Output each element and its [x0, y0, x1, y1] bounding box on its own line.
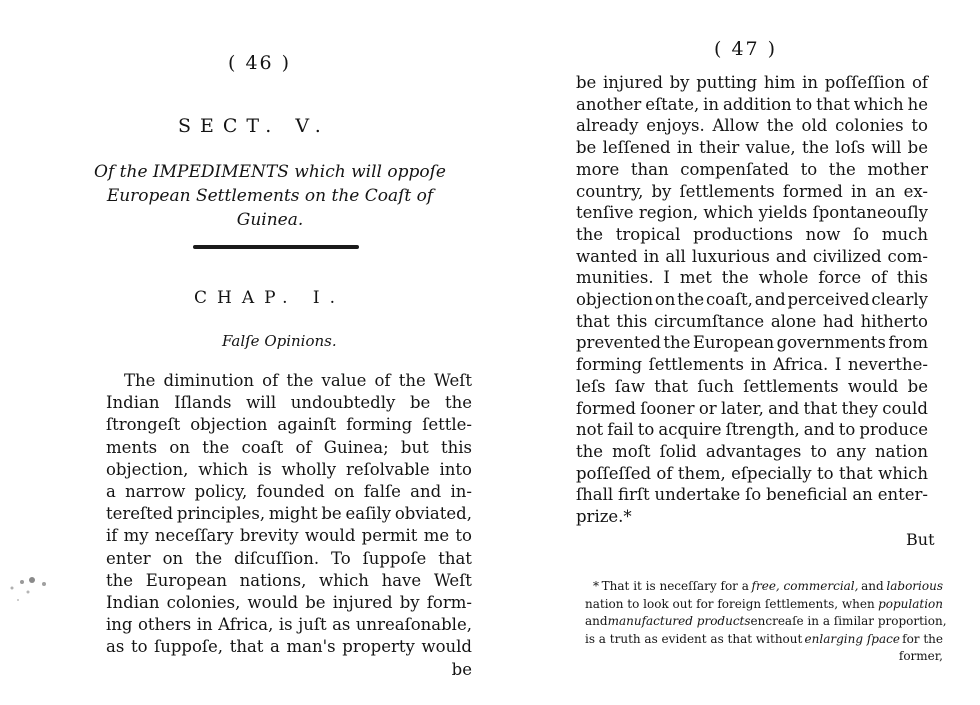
word: by [399, 593, 420, 613]
text-line [106, 414, 472, 436]
word: of [295, 437, 312, 457]
word: eſtate, [645, 94, 700, 114]
text-line [106, 548, 472, 570]
text-line [576, 484, 928, 506]
word: not [576, 420, 604, 440]
word: into [439, 459, 472, 479]
word: my [123, 526, 149, 546]
footnote-text: for the [902, 631, 943, 646]
word: fail [607, 420, 634, 440]
footnote-text: encreaſe in a ſimilar proportion, [750, 614, 947, 629]
word: will [246, 393, 277, 413]
word: to [911, 116, 928, 136]
word: to [455, 526, 472, 546]
word: which [198, 459, 249, 479]
footnote-line [585, 631, 943, 649]
word: ſo [745, 485, 762, 505]
word: injured [603, 73, 663, 92]
word: that [576, 311, 610, 331]
word: in- [450, 482, 472, 502]
text-line [576, 376, 928, 398]
word: nations, [239, 570, 307, 590]
word: poſſeſſed [576, 463, 652, 483]
word: be [907, 376, 928, 396]
word: ſolid [659, 441, 697, 461]
word: tenſive [576, 203, 634, 223]
word: the [828, 159, 856, 179]
word: me [423, 526, 450, 546]
word: Allow [712, 116, 760, 136]
word: in [703, 94, 720, 114]
footnote-italic: free, commercial, [751, 579, 859, 593]
ornamental-rule [193, 245, 359, 249]
word: the [766, 116, 794, 136]
word: the [576, 441, 604, 461]
word: moſt [612, 441, 651, 461]
text-line [576, 137, 928, 159]
word: I [834, 355, 842, 375]
word: an [852, 485, 873, 505]
word: an [874, 181, 896, 201]
footnote-line [585, 613, 947, 631]
word: enter- [877, 485, 928, 505]
word: as [332, 615, 351, 635]
text-line [576, 159, 928, 181]
word: any [836, 441, 866, 461]
word: be [305, 593, 326, 613]
word: the [444, 393, 472, 413]
word: is [278, 615, 293, 635]
word: but [400, 437, 429, 457]
word: in [676, 138, 693, 158]
word: or [698, 398, 717, 418]
word: objection [190, 415, 268, 435]
word: objection [576, 290, 654, 310]
word: and [768, 398, 800, 418]
word: neverthe- [848, 355, 928, 375]
word: eſpecially [731, 463, 812, 483]
word: European [145, 570, 227, 590]
word: of [911, 73, 928, 92]
word: enjoys. [646, 116, 705, 136]
word: and [754, 290, 786, 310]
text-line [106, 503, 472, 525]
word: to [810, 441, 827, 461]
word: will [871, 138, 902, 158]
footnote-line [585, 596, 943, 614]
word: againſt [277, 415, 337, 435]
word: met [679, 268, 712, 288]
word: formed [576, 398, 636, 418]
word: ſettlements [679, 181, 775, 201]
word: founded [256, 482, 325, 502]
word: ſtrongeſt [106, 415, 181, 435]
word: injured [332, 593, 393, 613]
word: old [801, 116, 828, 136]
word: advantages [705, 441, 802, 461]
word: than [630, 159, 669, 179]
word: forming [346, 415, 413, 435]
word: brevity [239, 526, 299, 546]
word: to [800, 159, 818, 179]
word: munities. [576, 268, 654, 288]
footnote-text: nation to look out for foreign ſettlements, when [585, 596, 875, 611]
word: colonies, [166, 593, 241, 613]
page-number-left: ( 46 ) [228, 52, 292, 74]
word: be [576, 73, 597, 92]
section-title [80, 160, 460, 232]
word: that [838, 463, 873, 483]
word: undertake [654, 485, 741, 505]
word: them, [677, 463, 726, 483]
text-line [576, 354, 928, 376]
word: beneficial [766, 485, 848, 505]
word: of [374, 371, 391, 390]
word: I [663, 268, 670, 288]
word: later, [720, 398, 764, 418]
text-line [576, 463, 928, 485]
section-title-line: Of the IMPEDIMENTS which will oppoſe [94, 162, 446, 182]
word: ſuch [697, 376, 734, 396]
word: nation [875, 441, 928, 461]
word: ſtrength, [725, 420, 800, 440]
word: ſaw [614, 376, 645, 396]
word: another [576, 94, 642, 114]
word: in [850, 181, 867, 201]
word: in [643, 246, 660, 266]
right-body-text [576, 72, 928, 528]
chapter-title: Falſe Opinions. [222, 332, 337, 350]
word: a [106, 482, 116, 502]
word: colonies [835, 116, 904, 136]
word: on [169, 437, 190, 457]
word: that [654, 376, 689, 396]
word: of [262, 371, 279, 390]
word: ſettlements [743, 376, 839, 396]
word: poſſeſſion [824, 73, 906, 92]
text-line [576, 181, 928, 203]
word: produce [859, 420, 928, 440]
word: circumſtance [654, 311, 765, 331]
word: by [669, 73, 690, 92]
word: region, [638, 203, 699, 223]
word: productions [693, 224, 793, 244]
word: be [409, 393, 431, 413]
footnote-text: That it is neceſſary for a [601, 579, 749, 593]
word: him [763, 73, 796, 92]
word: ſhall [576, 485, 614, 505]
word: to [637, 420, 655, 440]
word: forming [576, 355, 643, 375]
word: already [576, 116, 639, 136]
word: this [440, 437, 472, 457]
word: have [381, 570, 422, 590]
word: and [803, 420, 835, 440]
word: would [847, 376, 899, 396]
word: country, [576, 181, 644, 201]
text-line: prize.* [576, 507, 632, 527]
word: juſt [298, 615, 327, 635]
word: which [878, 463, 928, 483]
word: ſuppoſe [362, 548, 427, 568]
footnote-line [585, 648, 943, 666]
page-number-right: ( 47 ) [714, 38, 778, 60]
word: that [438, 548, 472, 568]
word: in [750, 355, 767, 375]
word: hitherto [860, 311, 928, 331]
word: they [841, 398, 878, 418]
word: could [882, 398, 928, 418]
left-body-text [106, 370, 472, 681]
word: would [247, 593, 299, 613]
text-line [106, 459, 472, 481]
word: form- [426, 593, 472, 613]
word: is [257, 459, 272, 479]
word: compenſated [680, 159, 789, 179]
word: be [321, 504, 342, 524]
word: wholly [281, 459, 337, 479]
word: tereſted [106, 504, 174, 524]
word: com- [887, 246, 928, 266]
footnote-line [585, 578, 943, 596]
word: ſettlements [648, 355, 744, 375]
word: obviated, [394, 504, 472, 524]
word: to [795, 94, 813, 114]
word: and [410, 482, 442, 502]
word: the [576, 224, 604, 244]
word: on [162, 548, 184, 568]
catchword-right: But [906, 530, 935, 549]
text-line [106, 592, 472, 614]
word: prevented [576, 333, 661, 353]
word: the [195, 548, 223, 568]
text-line [576, 246, 928, 268]
word: alone [770, 311, 817, 331]
word: formed [782, 181, 843, 201]
text-line [106, 636, 472, 658]
word: ing [106, 615, 133, 635]
word: and [775, 246, 807, 266]
word: ments [106, 437, 158, 457]
word: ſo [853, 224, 870, 244]
word: ſuppoſe, [154, 637, 224, 657]
word: ſooner [640, 398, 695, 418]
word: had [822, 311, 854, 331]
section-heading: SECT. V. [178, 115, 330, 137]
text-line [106, 392, 472, 414]
word: their [699, 138, 740, 158]
section-title-line: European Settlements on the Coaſt of Guinea. [106, 186, 434, 230]
word: force [818, 268, 862, 288]
word: European [692, 333, 775, 353]
chapter-heading: CHAP. I. [194, 288, 346, 308]
word: value, [745, 138, 796, 158]
word: yields [758, 203, 808, 223]
word: addition [722, 94, 792, 114]
word: Iſlands [174, 393, 232, 413]
text-line [106, 437, 472, 459]
word: acquire [658, 420, 722, 440]
word: mother [867, 159, 928, 179]
word: diſcuſſion. [234, 548, 320, 568]
word: Africa, [218, 615, 274, 635]
word: clearly [871, 290, 928, 310]
word: tropical [615, 224, 681, 244]
word: the [663, 333, 691, 353]
word: be [576, 138, 597, 158]
word: loſs [835, 138, 866, 158]
text-line [106, 525, 472, 547]
word: might [268, 504, 318, 524]
word: on [334, 482, 355, 502]
word: if [106, 526, 118, 546]
word: by [651, 181, 672, 201]
word: of [871, 268, 888, 288]
word: leſſened [602, 138, 671, 158]
word: would [421, 637, 472, 657]
word: that [816, 94, 850, 114]
text-line [576, 72, 928, 94]
word: Indian [106, 593, 160, 613]
word: a [270, 637, 280, 657]
word: whole [758, 268, 809, 288]
word: putting [696, 73, 758, 92]
text-line [576, 332, 928, 354]
text-line [106, 570, 472, 592]
word: this [616, 311, 648, 331]
text-line [576, 224, 928, 246]
word: property [342, 637, 415, 657]
word: ſettle- [422, 415, 472, 435]
word: wanted [576, 246, 638, 266]
text-line [106, 481, 472, 503]
word: Weſt [433, 371, 472, 390]
word: the [801, 138, 829, 158]
word: civilized [812, 246, 882, 266]
word: all [665, 246, 686, 266]
word: would [304, 526, 356, 546]
word: to [816, 463, 834, 483]
word: value [321, 371, 367, 390]
word: he [907, 94, 928, 114]
word: reſolvable [345, 459, 430, 479]
word: neceſſary [154, 526, 234, 546]
word: more [576, 159, 620, 179]
word: ſpontaneouſly [812, 203, 928, 223]
word: which [703, 203, 754, 223]
word: in [802, 73, 818, 92]
word: permit [361, 526, 418, 546]
word: Guinea; [323, 437, 389, 457]
footnote-text: and [861, 579, 884, 593]
word: principles, [176, 504, 266, 524]
text-line [106, 370, 472, 392]
word: from [888, 333, 928, 353]
word: Weſt [433, 570, 472, 590]
word: Africa. [773, 355, 829, 375]
word: To [331, 548, 351, 568]
footnote-italic: enlarging ſpace [804, 631, 900, 646]
word: to [130, 637, 148, 657]
word: enter [106, 548, 151, 568]
word: unreaſonable, [355, 615, 472, 635]
word: objection, [106, 459, 189, 479]
word: Indian [106, 393, 160, 413]
word: luxurious [691, 246, 770, 266]
word: coaſt, [705, 290, 753, 310]
word: eaſily [345, 504, 392, 524]
footnote-text: and [585, 614, 608, 629]
word: perceived [787, 290, 870, 310]
word: much [881, 224, 928, 244]
text-line [576, 311, 928, 333]
word: the [677, 290, 705, 310]
catchword-left: be [451, 659, 472, 679]
footnote-italic: manufactured products [607, 614, 751, 629]
word: of [656, 463, 673, 483]
footnote-italic: population [878, 596, 943, 611]
text-line [576, 398, 928, 420]
word: now [805, 224, 841, 244]
footnote-italic: laborious [886, 579, 943, 593]
word: governments [776, 333, 886, 353]
text-line [576, 94, 928, 116]
word: which [319, 570, 369, 590]
word: the [398, 371, 426, 390]
word: coaſt [241, 437, 284, 457]
word: undoubtedly [290, 393, 396, 413]
word: that [229, 637, 264, 657]
word: be [907, 138, 928, 158]
footnote-marker: * [593, 579, 599, 593]
text-line [576, 267, 928, 289]
word: this [896, 268, 928, 288]
word: firſt [618, 485, 650, 505]
word: to [838, 420, 856, 440]
word: that [803, 398, 838, 418]
word: ex- [903, 181, 928, 201]
word: The [124, 371, 156, 390]
text-line [576, 202, 928, 224]
text-line [576, 441, 928, 463]
text-line [576, 115, 928, 137]
word: the [202, 437, 230, 457]
word: narrow [125, 482, 186, 502]
footnote-text: is a truth as evident as that without [585, 631, 803, 646]
footnote-text: former, [898, 649, 943, 664]
word: leſs [576, 376, 606, 396]
word: diminution [163, 371, 255, 390]
word: others [137, 615, 192, 635]
word: man's [286, 637, 336, 657]
footnote [585, 578, 947, 666]
word: policy, [194, 482, 248, 502]
word: which [853, 94, 904, 114]
word: as [106, 637, 125, 657]
word: the [286, 371, 314, 390]
word: on [654, 290, 676, 310]
word: the [106, 570, 134, 590]
text-line [106, 614, 472, 636]
word: falſe [363, 482, 401, 502]
word: the [721, 268, 749, 288]
paper-blemish [0, 560, 70, 620]
text-line [576, 289, 928, 311]
right-page [490, 0, 980, 705]
word: in [196, 615, 213, 635]
text-line [576, 419, 928, 441]
